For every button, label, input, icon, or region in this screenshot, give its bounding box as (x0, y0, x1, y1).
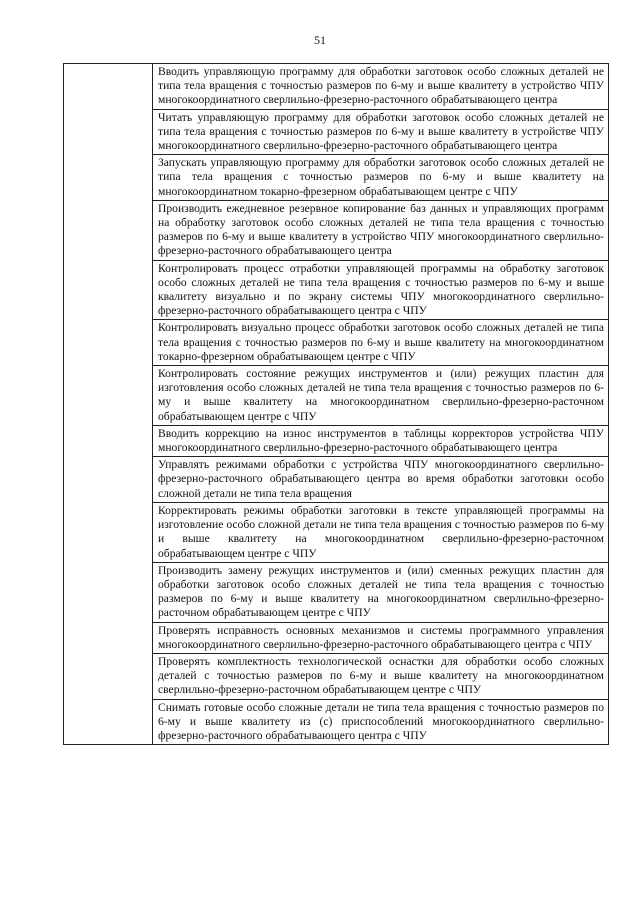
table-cell: Контролировать состояние режущих инструментов и (или) режущих пластин для изготовления особо сложных деталей не типа тела вращения с точностью размеров по 6-му и выше квалитету на многокоординатном сверлильно-фрезерно-расточном обрабатывающем центре с ЧПУ (153, 366, 609, 426)
table-cell: Запускать управляющую программу для обработки заготовок особо сложных деталей не типа тела вращения с точностью размеров по 6-му и выше квалитету на многокоординатном токарно-фрезерном обрабатывающем центре с ЧПУ (153, 155, 609, 201)
table-cell: Проверять исправность основных механизмов и системы программного управления многокоординатного сверлильно-фрезерно-расточного обрабатывающего центра с ЧПУ (153, 622, 609, 653)
table-row (64, 64, 609, 110)
table-cell: Контролировать визуально процесс обработки заготовок особо сложных деталей не типа тела вращения с точностью размеров по 6-му и выше квалитету на многокоординатном токарно-фрезерном обрабатывающем центре с ЧПУ (153, 320, 609, 366)
table-cell: Корректировать режимы обработки заготовки в тексте управляющей программы на изготовление особо сложной детали не типа тела вращения с точностью размеров по 6-му и выше квалитету на многокоординатном сверлильно-фрезерно-расточном обрабатывающем центре с ЧПУ (153, 502, 609, 562)
table-cell: Снимать готовые особо сложные детали не типа тела вращения с точностью размеров по 6-му и выше квалитету из (с) приспособлений многокоординатного сверлильно-фрезерно-расточного обрабатывающего центра с ЧПУ (153, 699, 609, 745)
left-cell (64, 64, 153, 745)
page-number: 51 (314, 33, 326, 47)
table-cell: Контролировать процесс отработки управляющей программы на обработку заготовок особо сложных деталей не типа тела вращения с точностью размеров по 6-му и выше квалитету визуально и по экрану системы ЧПУ многокоординатного сверлильно-фрезерно-расточного обрабатывающего центра с ЧПУ (153, 260, 609, 320)
table-cell: Производить замену режущих инструментов и (или) сменных режущих пластин для обработки заготовок особо сложных деталей не типа тела вращения с точностью размеров по 6-му и выше квалитету на многокоординатном сверлильно-фрезерно-расточном обрабатывающем центре с ЧПУ (153, 562, 609, 622)
table-cell: Проверять комплектность технологической оснастки для обработки особо сложных деталей с точностью размеров по 6-му и выше квалитету на многокоординатном сверлильно-фрезерно-расточном обрабатывающем центре с ЧПУ (153, 653, 609, 699)
table-cell: Производить ежедневное резервное копирование баз данных и управляющих программ на обработку заготовок особо сложных деталей не типа тела вращения с точностью размеров по 6-му и выше квалитету в устройство ЧПУ многокоординатного сверлильно-фрезерно-расточного обрабатывающего центра (153, 200, 609, 260)
labor-actions-table (63, 63, 609, 745)
table-cell: Вводить коррекцию на износ инструментов в таблицы корректоров устройства ЧПУ многокоординатного сверлильно-фрезерно-расточного обрабатывающего центра (153, 425, 609, 456)
table-cell: Читать управляющую программу для обработки заготовок особо сложных деталей не типа тела вращения с точностью размеров по 6-му и выше квалитету в устройстве ЧПУ многокоординатного сверлильно-фрезерно-расточного обрабатывающего центра (153, 109, 609, 155)
table-cell: Управлять режимами обработки с устройства ЧПУ многокоординатного сверлильно-фрезерно-расточного обрабатывающего центра во время обработки заготовки особо сложной детали не типа тела вращения (153, 457, 609, 503)
table-cell: Вводить управляющую программу для обработки заготовок особо сложных деталей не типа тела вращения с точностью размеров по 6-му и выше квалитету в устройство ЧПУ многокоординатного сверлильно-фрезерно-расточного обрабатывающего центра (153, 64, 609, 110)
